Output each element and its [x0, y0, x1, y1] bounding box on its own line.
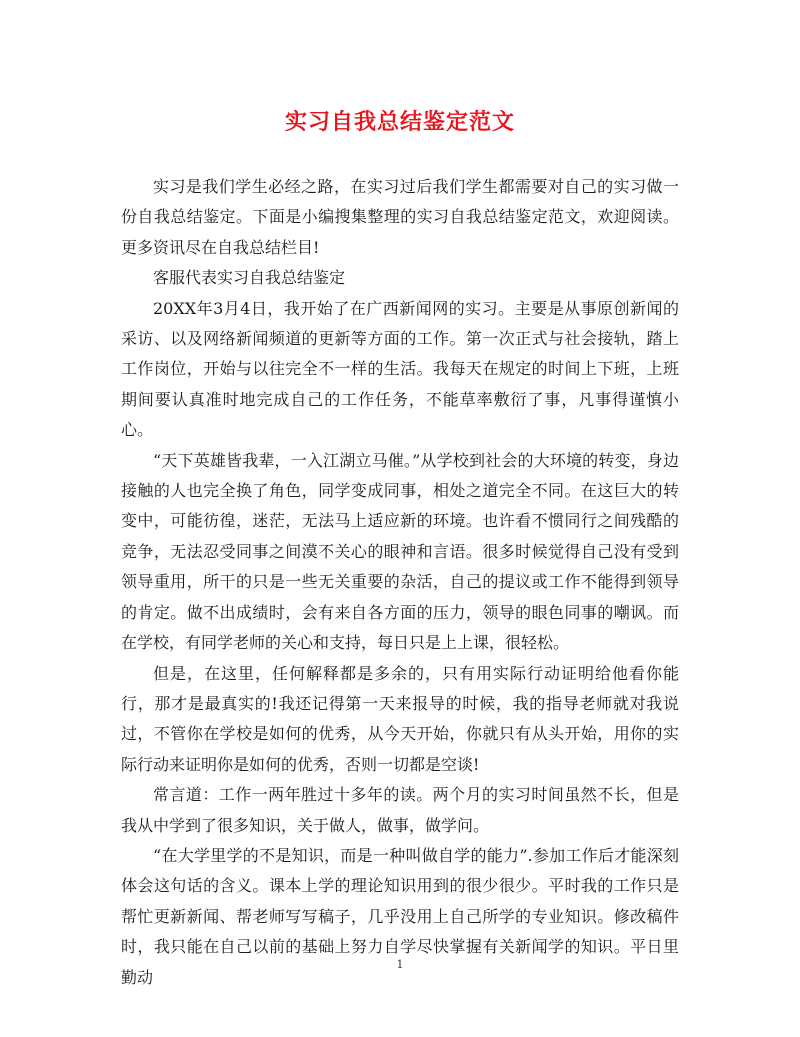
document-title: 实习自我总结鉴定范文 — [284, 110, 515, 135]
section-heading: 客服代表实习自我总结鉴定 — [153, 268, 346, 288]
paragraph-transition: “天下英雄皆我辈，一入江湖立马催。”从学校到社会的大环境的转变，身边接触的人也完全换了角色，同学变成同事，相处之道完全不同。在这巨大的转变中，可能彷徨，迷茫，无法马上适应新的环境。也许看不惯同行之间残酷的竞争，无法忍受同事之间漠不关心的眼神和言语。很多时候觉得自己没有受到领导重用，所干的只是一些无关重要的杂活，自己的提议或工作不能得到领导的肯定。做不出成绩时，会有来自各方面的压力，领导的眼色同事的嘲讽。而在学校，有同学老师的关心和支持，每日只是上上课，很轻松。 — [121, 450, 679, 653]
paragraph-internship-start: 20XX年3月4日，我开始了在广西新闻网的实习。主要是从事原创新闻的采访、以及网络新闻频道的更新等方面的工作。第一次正式与社会接轨，踏上工作岗位，开始与以往完全不一样的生活。我每天在规定的时间上下班，上班期间要认真准时地完成自己的工作任务，不能草率敷衍了事，凡事得谨慎小心。 — [121, 298, 679, 440]
paragraph-learning: 常言道：工作一两年胜过十多年的读。两个月的实习时间虽然不长，但是我从中学到了很多知识，关于做人，做事，做学问。 — [121, 785, 679, 835]
document-body — [121, 172, 679, 993]
paragraph-proof-by-action: 但是，在这里，任何解释都是多余的，只有用实际行动证明给他看你能行，那才是最真实的!我还记得第一天来报导的时候，我的指导老师就对我说过，不管你在学校是如何的优秀，从今天开始，你就只有从头开始，用你的实际行动来证明你是如何的优秀，否则一切都是空谈! — [121, 663, 679, 774]
paragraph-self-study: “在大学里学的不是知识，而是一种叫做自学的能力”.参加工作后才能深刻体会这句话的含义。课本上学的理论知识用到的很少很少。平时我的工作只是帮忙更新新闻、帮老师写写稿子，几乎没用上自己所学的专业知识。修改稿件时，我只能在自己以前的基础上努力自学尽快掌握有关新闻学的知识。平日里勤动 — [121, 845, 679, 987]
paragraph-intro: 实习是我们学生必经之路，在实习过后我们学生都需要对自己的实习做一份自我总结鉴定。下面是小编搜集整理的实习自我总结鉴定范文，欢迎阅读。更多资讯尽在自我总结栏目! — [121, 177, 679, 257]
page-number: 1 — [396, 958, 404, 971]
